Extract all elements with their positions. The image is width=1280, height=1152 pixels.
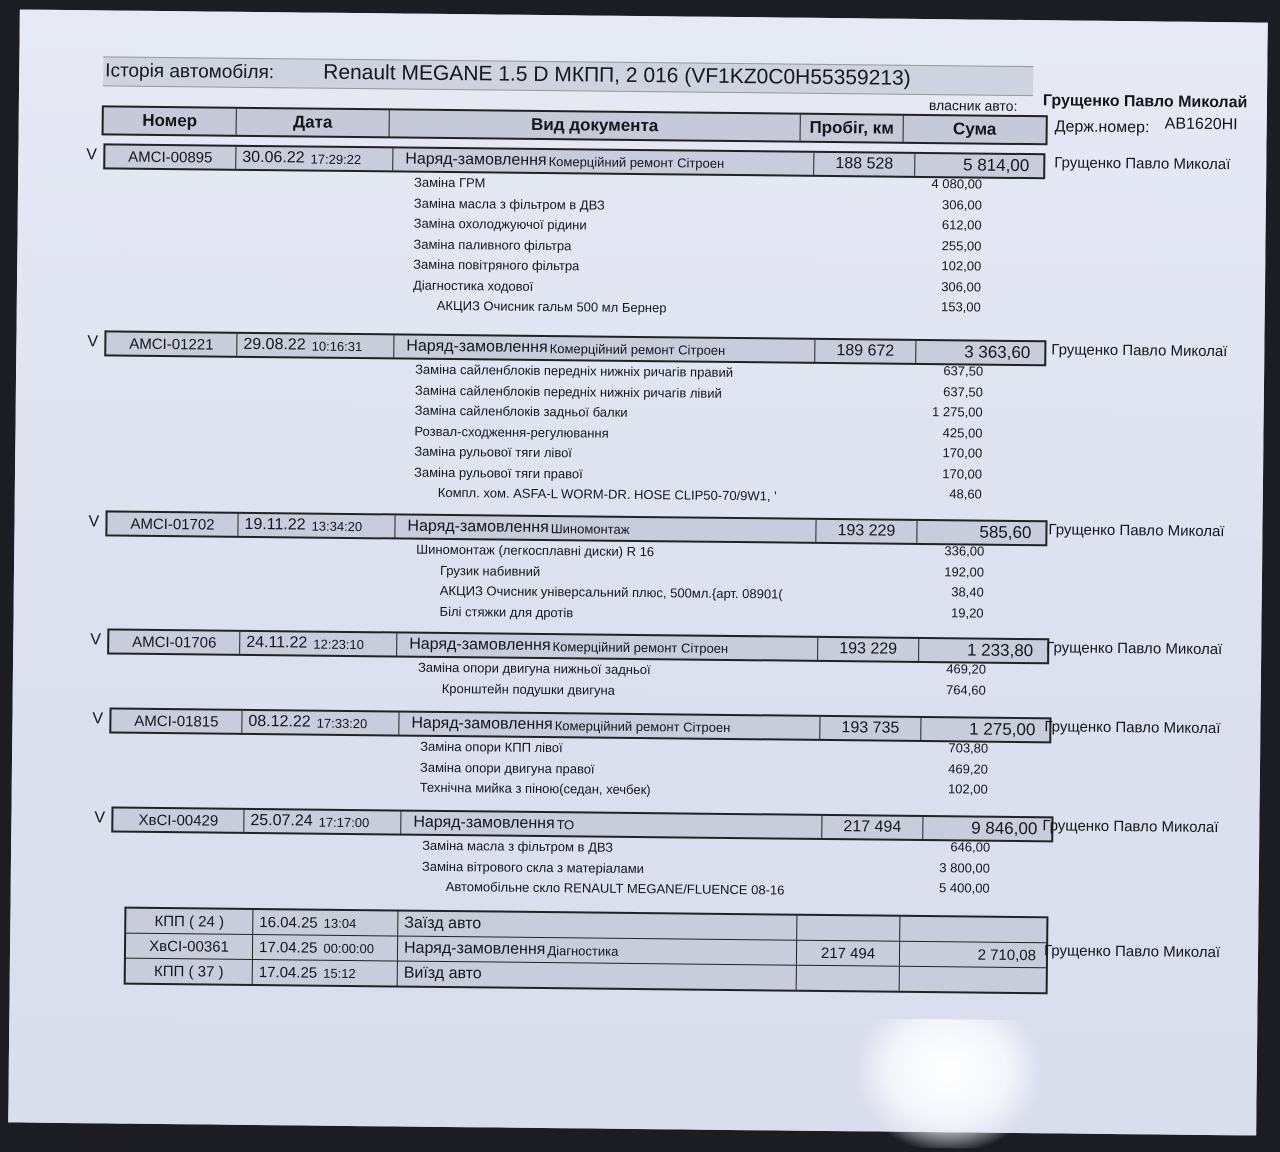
- visit-date: 17.04.25 00:00:00: [253, 935, 398, 961]
- visit-doc: Виїзд авто: [398, 962, 797, 990]
- service-amount: 102,00: [941, 258, 982, 274]
- service-amount: 637,50: [943, 383, 983, 400]
- col-doc-header: Вид документа: [390, 110, 801, 140]
- order-owner: Грущенко Павло Миколаї: [1046, 639, 1223, 659]
- order-date: 08.12.22 17:33:20: [242, 711, 399, 735]
- order-sum: 5 814,00: [962, 155, 1030, 176]
- service-amount: 336,00: [944, 543, 985, 559]
- owner-name: Грущенко Павло Миколай: [1042, 92, 1248, 112]
- order-date: 25.07.24 17:17:00: [244, 810, 401, 834]
- order-row: [109, 707, 1051, 743]
- service-item: АКЦИЗ Очисник універсальний плюс, 500мл.{арт. 08901(: [439, 582, 783, 602]
- col-number-header: Номер: [104, 107, 237, 134]
- order-doc: Наряд-замовлення Комерційний ремонт Сітроен: [393, 148, 814, 174]
- service-item: Заміна масла з фільтром в ДВЗ: [413, 195, 605, 213]
- order-owner: Грущенко Павло Миколаї: [1044, 718, 1221, 738]
- visit-owner: Грущенко Павло Миколаї: [1043, 942, 1221, 962]
- visit-doc: Наряд-замовлення Діагностика: [398, 937, 797, 965]
- service-amount: 637,50: [943, 363, 984, 379]
- visit-km: [797, 916, 900, 941]
- service-item: Білі стяжки для дротів: [439, 603, 574, 620]
- service-item: Заміна опори двигуна нижньої задньої: [417, 659, 651, 678]
- service-amount: 170,00: [942, 465, 983, 482]
- order-sum: 1 233,80: [966, 640, 1034, 661]
- service-amount: 19,20: [950, 604, 984, 621]
- check-mark: V: [88, 513, 100, 531]
- service-amount: 153,00: [940, 299, 981, 315]
- visit-km: [797, 966, 900, 991]
- service-amount: 1 275,00: [932, 404, 983, 420]
- order-number: АМСІ-01815: [111, 709, 242, 732]
- order-doc: Наряд-замовлення ТО: [401, 812, 822, 838]
- order-owner: Грущенко Павло Миколаї: [1051, 341, 1228, 361]
- plate-number: АВ1620НІ: [1164, 115, 1238, 134]
- order-sum: 9 846,00: [971, 818, 1038, 839]
- order-date: 19.11.22 13:34:20: [238, 514, 395, 538]
- service-amount: 3 800,00: [939, 859, 991, 876]
- service-amount: 764,60: [945, 681, 986, 698]
- visit-sum: 2 710,08: [977, 946, 1037, 964]
- service-item: Компл. хом. ASFA-L WORM-DR. HOSE CLIP50-70/9W1, ': [437, 484, 777, 504]
- service-item: Заміна охолоджуючої рідини: [413, 215, 587, 233]
- service-amount: 469,20: [948, 760, 989, 777]
- vehicle-title: Renault MEGANE 1.5 D МКПП, 2 016 (VF1KZ0C0H55359213): [323, 60, 911, 90]
- service-item: Грузик набивний: [439, 562, 541, 579]
- col-sum-header: Сума: [952, 119, 997, 139]
- service-item: Заміна вітрового скла з матеріалами: [421, 858, 645, 876]
- service-item: Заміна рульової тяги правої: [413, 464, 583, 481]
- service-amount: 646,00: [950, 839, 991, 855]
- visit-number: КПП ( 37 ): [126, 959, 253, 984]
- service-item: Заміна сайленблоків задньої балки: [414, 402, 628, 420]
- check-mark: V: [87, 333, 99, 351]
- visit-date: 16.04.25 13:04: [253, 910, 398, 936]
- service-item: Заміна паливного фільтра: [413, 236, 572, 253]
- owner-label: власник авто:: [928, 97, 1018, 114]
- table-header: [102, 105, 1048, 145]
- service-item: Заміна опори КПП лівої: [420, 738, 563, 756]
- visit-number: ХвСІ-00361: [126, 934, 253, 959]
- visit-number: КПП ( 24 ): [126, 909, 253, 934]
- service-item: Заміна опори двигуна правої: [419, 759, 595, 777]
- service-amount: 192,00: [944, 563, 985, 580]
- visit-date: 17.04.25 15:12: [253, 960, 398, 986]
- visit-sum: [900, 967, 1046, 993]
- service-amount: 5 400,00: [939, 880, 990, 896]
- col-date-header: Дата: [237, 109, 390, 137]
- service-item: Діагностика ходової: [412, 277, 534, 294]
- service-item: Заміна сайленблоків передніх нижніх ричагів правий: [415, 361, 734, 380]
- service-amount: 425,00: [942, 424, 983, 441]
- order-doc: Наряд-замовлення Шиномонтаж: [395, 515, 816, 541]
- check-mark: V: [92, 710, 104, 728]
- service-item: Заміна рульової тяги лівої: [414, 443, 573, 461]
- order-km: 189 672: [815, 340, 916, 363]
- document-sheet: [8, 9, 1268, 1135]
- order-km: 193 229: [818, 638, 919, 661]
- service-item: Заміна масла з фільтром в ДВЗ: [422, 837, 614, 855]
- order-owner: Грущенко Павло Миколаї: [1042, 817, 1219, 837]
- service-amount: 306,00: [942, 196, 982, 213]
- service-amount: 469,20: [946, 661, 987, 677]
- order-sum: 585,60: [979, 522, 1032, 543]
- order-number: АМСІ-01702: [107, 512, 238, 535]
- service-amount: 48,60: [949, 486, 982, 502]
- order-owner: Грущенко Павло Миколаї: [1048, 521, 1225, 541]
- order-doc: Наряд-замовлення Комерційний ремонт Сітроен: [399, 713, 820, 739]
- visit-km: 217 494: [797, 941, 900, 966]
- service-item: Кронштейн подушки двигуна: [441, 680, 616, 698]
- order-km: 217 494: [822, 816, 923, 839]
- service-amount: 255,00: [941, 237, 982, 254]
- visits-table: [124, 907, 1049, 995]
- visit-sum: [900, 917, 1046, 943]
- service-item: Автомобільне скло RENAULT MEGANE/FLUENCE 08-16: [445, 879, 785, 898]
- service-item: Розвал-сходження-регулювання: [414, 423, 609, 441]
- order-row: [103, 143, 1045, 179]
- title-label: Історія автомобіля:: [105, 60, 275, 84]
- service-item: АКЦИЗ Очисник гальм 500 мл Бернер: [436, 297, 667, 316]
- visit-doc: Заїзд авто: [398, 912, 797, 940]
- order-doc: Наряд-замовлення Комерційний ремонт Сітроен: [394, 335, 815, 361]
- service-item: Заміна ГРМ: [413, 174, 486, 191]
- order-number: АМСІ-01706: [109, 630, 240, 653]
- order-row: [105, 510, 1047, 546]
- order-km: 188 528: [814, 153, 915, 176]
- service-amount: 306,00: [941, 278, 982, 295]
- order-date: 24.11.22 12:23:10: [240, 632, 397, 656]
- service-amount: 703,80: [948, 740, 989, 756]
- check-mark: V: [94, 809, 106, 827]
- order-row: [107, 628, 1049, 664]
- order-sum: 1 275,00: [969, 719, 1036, 740]
- service-amount: 102,00: [947, 781, 988, 797]
- order-number: ХвСІ-00429: [113, 809, 244, 832]
- order-number: АМСІ-01221: [106, 332, 237, 355]
- service-item: Заміна повітряного фільтра: [413, 256, 580, 274]
- col-km-header: Пробіг, км: [801, 115, 904, 142]
- order-date: 29.08.22 10:16:31: [237, 334, 394, 358]
- service-item: Заміна сайленблоків передніх нижніх ричагів лівий: [414, 382, 722, 401]
- service-item: Шиномонтаж (легкосплавні диски) R 16: [416, 541, 655, 560]
- order-row: [104, 330, 1046, 366]
- light-glare: [858, 1018, 1039, 1149]
- plate-label: Держ.номер:: [1054, 118, 1150, 137]
- order-km: 193 735: [820, 717, 921, 740]
- check-mark: V: [90, 631, 102, 649]
- service-amount: 612,00: [941, 217, 982, 233]
- order-sum: 3 363,60: [964, 342, 1031, 363]
- order-doc: Наряд-замовлення Комерційний ремонт Сітроен: [397, 633, 818, 659]
- order-owner: Грущенко Павло Миколаї: [1054, 154, 1231, 174]
- order-number: АМСІ-00895: [105, 145, 236, 168]
- service-amount: 170,00: [942, 445, 983, 461]
- order-date: 30.06.22 17:29:22: [236, 147, 393, 171]
- order-km: 193 229: [816, 520, 917, 543]
- order-row: [111, 806, 1053, 842]
- service-amount: 4 080,00: [931, 176, 983, 192]
- service-amount: 38,40: [951, 584, 984, 600]
- service-item: Технічна мийка з піною(седан, хечбек): [419, 779, 651, 798]
- check-mark: V: [86, 146, 98, 164]
